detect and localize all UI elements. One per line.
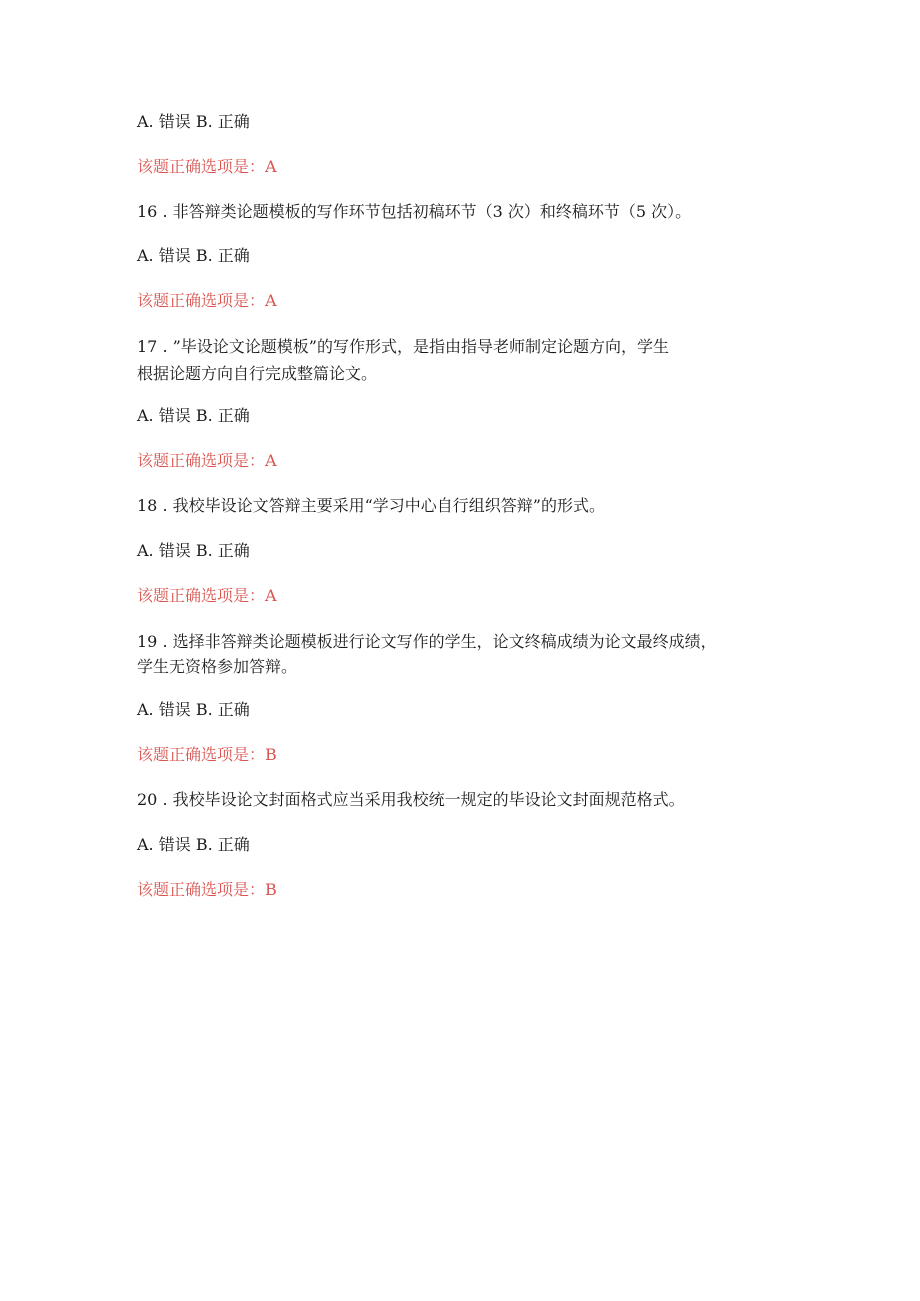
question-20: 20 . 我校毕设论文封面格式应当采用我校统一规定的毕设论文封面规范格式。	[137, 790, 685, 809]
options-17: A. 错误 B. 正确	[137, 406, 250, 425]
answer-17: 该题正确选项是：A	[137, 451, 277, 470]
options-20: A. 错误 B. 正确	[137, 835, 250, 854]
options-18: A. 错误 B. 正确	[137, 541, 250, 560]
question-16: 16 . 非答辩类论题模板的写作环节包括初稿环节（3 次）和终稿环节（5 次）。	[137, 202, 692, 221]
question-19-line2: 学生无资格参加答辩。	[137, 657, 298, 676]
options-16: A. 错误 B. 正确	[137, 246, 250, 265]
question-19-line1: 19 . 选择非答辩类论题模板进行论文写作的学生，论文终稿成绩为论文最终成绩，	[137, 632, 717, 651]
question-17-line1: 17 . ”毕设论文论题模板”的写作形式，是指由指导老师制定论题方向，学生	[137, 337, 669, 356]
answer-15: 该题正确选项是：A	[137, 157, 277, 176]
options-15: A. 错误 B. 正确	[137, 112, 250, 131]
options-19: A. 错误 B. 正确	[137, 700, 250, 719]
question-18: 18 . 我校毕设论文答辩主要采用“学习中心自行组织答辩”的形式。	[137, 496, 605, 515]
answer-18: 该题正确选项是：A	[137, 586, 277, 605]
question-17-line2: 根据论题方向自行完成整篇论文。	[137, 364, 378, 383]
answer-20: 该题正确选项是：B	[137, 880, 277, 899]
answer-16: 该题正确选项是：A	[137, 291, 277, 310]
answer-19: 该题正确选项是：B	[137, 745, 277, 764]
